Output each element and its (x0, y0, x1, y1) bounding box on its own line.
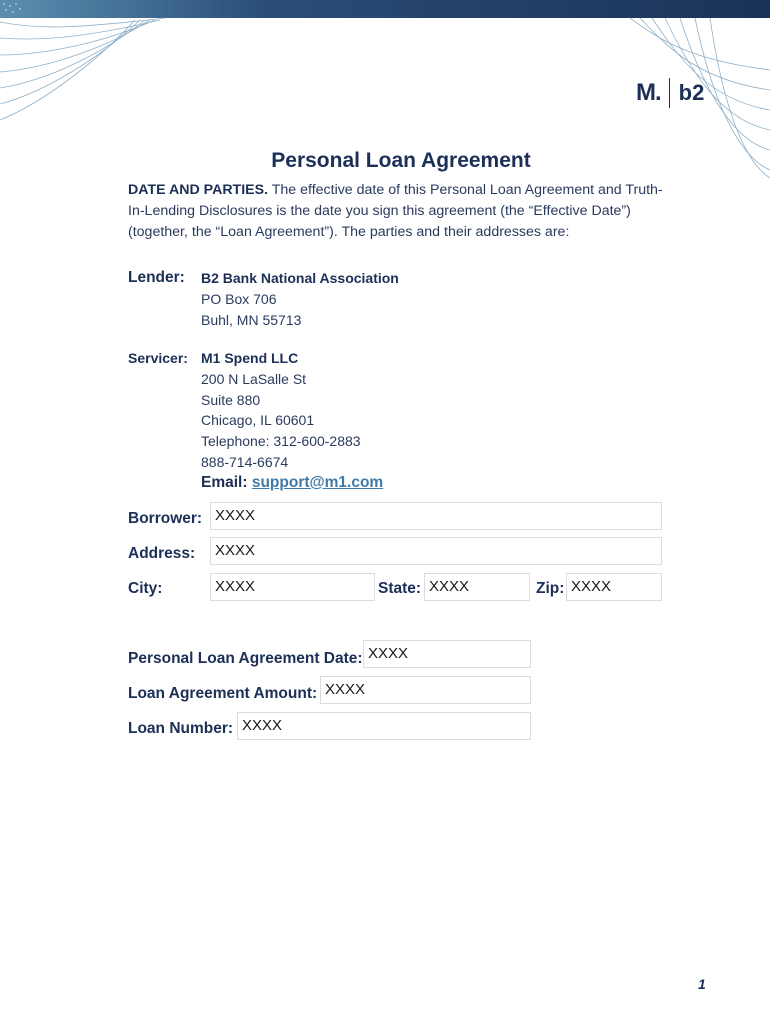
lender-name: B2 Bank National Association (201, 270, 399, 286)
borrower-field[interactable]: XXXX (210, 502, 662, 530)
intro-paragraph (128, 180, 668, 243)
decorative-wave-lines-left (0, 0, 200, 130)
loan-date-field[interactable]: XXXX (363, 640, 531, 668)
intro-lead: DATE AND PARTIES. (128, 182, 269, 198)
servicer-name: M1 Spend LLC (201, 350, 299, 366)
address-field[interactable]: XXXX (210, 537, 662, 565)
email-label: Email: (201, 473, 248, 491)
support-email-link[interactable]: support@m1.com (251, 473, 384, 491)
zip-field[interactable]: XXXX (566, 573, 662, 601)
servicer-label: Servicer: (128, 350, 188, 366)
city-label: City: (128, 580, 163, 597)
borrower-label: Borrower: (128, 510, 203, 527)
intro-text: The effective date of this Personal Loan Agreement and Truth-In-Lending Disclosures is the date you sign this agreement (the “Effective Date”) (together, the “Loan Agreement”). The parties and their addresses are: (128, 182, 663, 240)
logo-divider (669, 78, 670, 108)
page-number: 1 (698, 976, 706, 992)
servicer-telephone: Telephone: 312-600-2883 (201, 433, 361, 450)
state-field[interactable]: XXXX (424, 573, 530, 601)
city-field[interactable]: XXXX (210, 573, 375, 601)
servicer-address-line: 200 N LaSalle St (201, 370, 307, 387)
m1-b2-logo (636, 78, 704, 108)
loan-number-label: Loan Number: (128, 720, 234, 737)
state-label: State: (378, 580, 422, 597)
servicer-address-line: Chicago, IL 60601 (201, 412, 315, 429)
b2-logo-mark: b2 (678, 80, 705, 105)
loan-number-field[interactable]: XXXX (237, 712, 531, 740)
zip-label: Zip: (536, 580, 565, 597)
lender-address-line: PO Box 706 (201, 290, 277, 307)
servicer-email-row (201, 473, 621, 494)
address-label: Address: (128, 545, 196, 562)
loan-amount-field[interactable]: XXXX (320, 676, 531, 704)
servicer-address-line: Suite 880 (201, 391, 261, 408)
loan-date-label: Personal Loan Agreement Date: (128, 650, 363, 667)
lender-address-line: Buhl, MN 55713 (201, 311, 302, 328)
lender-label: Lender: (128, 269, 185, 286)
servicer-phone-alt: 888-714-6674 (201, 453, 289, 470)
m1-logo-mark: M. (636, 79, 661, 106)
loan-amount-label: Loan Agreement Amount: (128, 685, 318, 702)
page-title: Personal Loan Agreement (271, 149, 531, 172)
